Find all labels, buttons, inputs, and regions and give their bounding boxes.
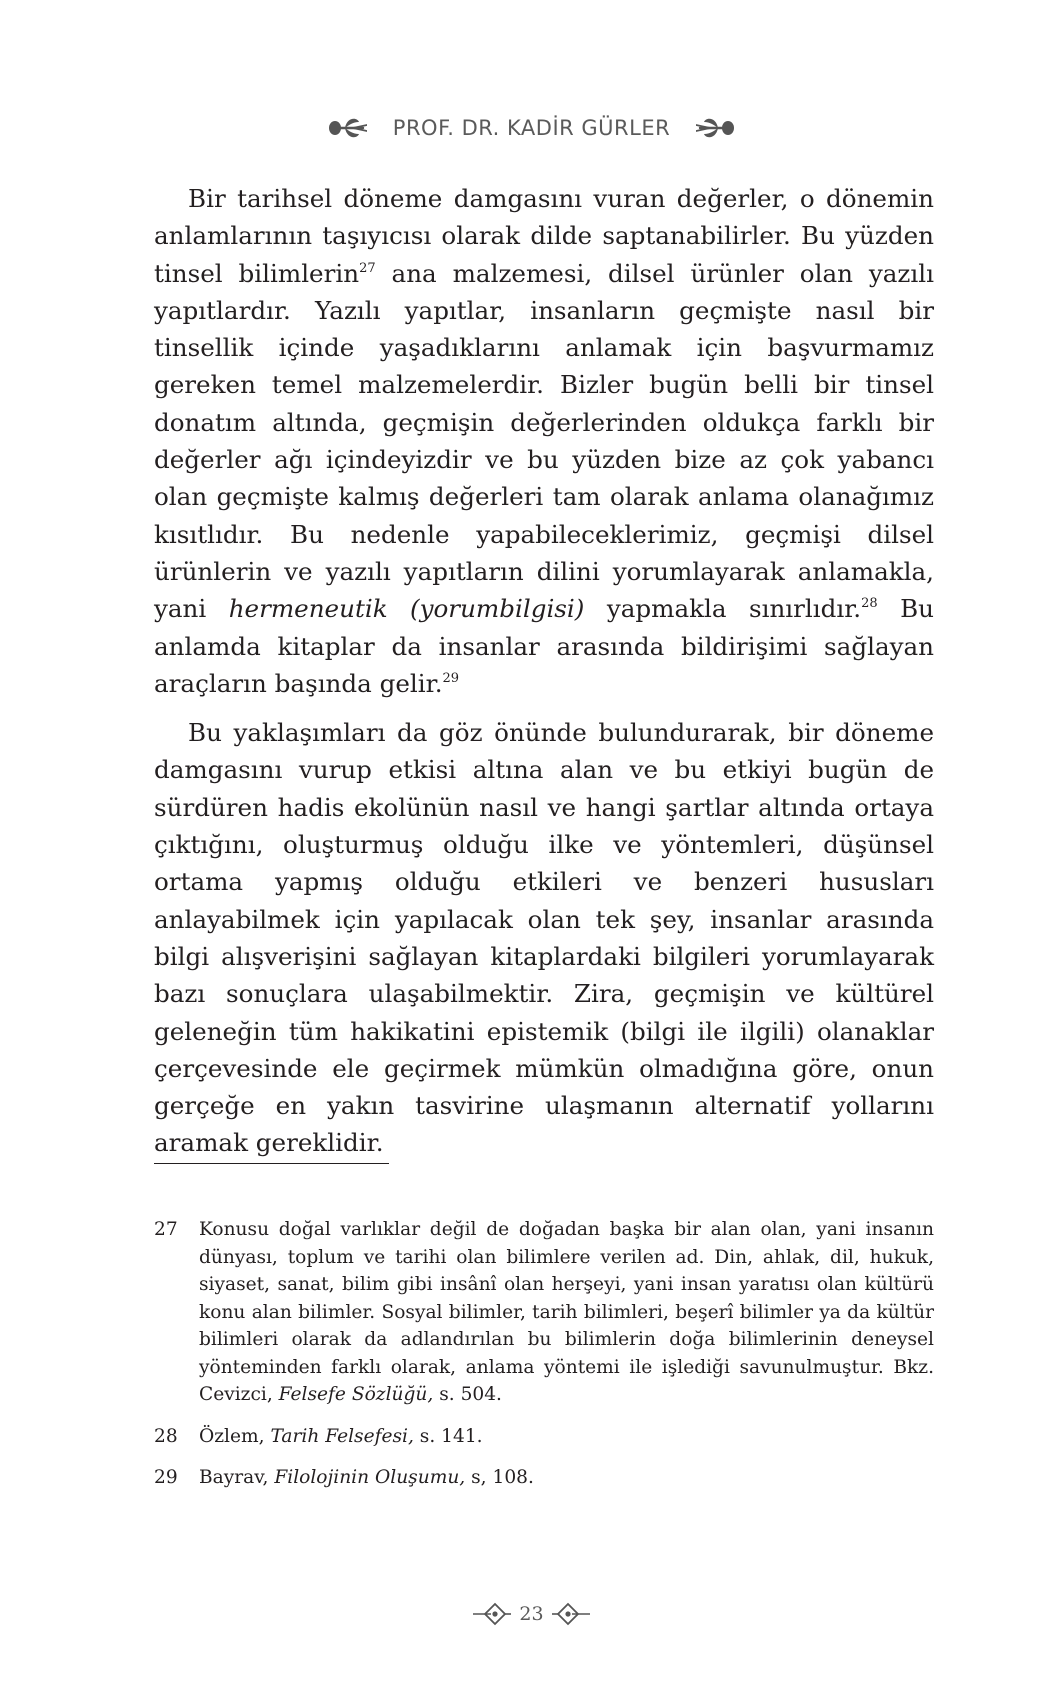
footnotes bbox=[154, 1216, 934, 1506]
footnote-separator bbox=[154, 1163, 389, 1164]
leaf-ornament-right-icon bbox=[696, 113, 736, 143]
paragraph-1-part-2: ana malzemesi, dilsel ürünler olan yazılı yapıtlardır. Yazılı yapıtlar, insanların geçmişte nasıl bir tinsellik içinde yaşadıklarını anlamak için başvurmamız gereken temel malzemelerdir. Bizler bugün belli bir tinsel donatım altında, geçmişin değerlerinden oldukça farklı bir değerler ağı içindeyizdir ve bu yüzden bize az çok yabancı olan geçmişte kalmış değerleri tam olarak anlama olanağımız kısıtlıdır. Bu nedenle yapabileceklerimiz, geçmişi dilsel ürünlerin ve yazılı yapıtların dilini yorumlayarak anlamakla, yani bbox=[154, 258, 934, 624]
paragraph-2: Bu yaklaşımları da göz önünde bulundurarak, bir döneme damgasını vurup etkisi altına alan ve bu etkiyi bugün de sürdüren hadis ekolünün nasıl ve hangi şartlar altında ortaya çıktığını, oluşturmuş olduğu ilke ve yöntemleri, düşünsel ortama yapmış olduğu etkileri ve benzeri hususları anlayabilmek için yapılacak olan tek şey, insanlar arasında bilgi alışverişini sağlayan kitaplardaki bilgileri yorumlayarak bazı sonuçlara ulaşabilmektir. Zira, geçmişin ve kültürel geleneğin tüm hakikatini epistemik (bilgi ile ilgili) olanaklar çerçevesinde ele geçirmek mümkün olmadığına göre, onun gerçeğe en yakın tasvirine ulaşmanın alternatif yollarını aramak gereklidir. bbox=[154, 718, 934, 1158]
running-header bbox=[0, 108, 1063, 148]
footnote-page: s, 108. bbox=[465, 1467, 534, 1488]
footnote-book-title: Filolojinin Oluşumu, bbox=[274, 1467, 466, 1488]
page-footer bbox=[0, 1600, 1063, 1628]
diamond-ornament-icon bbox=[471, 1600, 511, 1628]
footnote-text bbox=[199, 1216, 934, 1409]
footnote-number: 29 bbox=[154, 1467, 178, 1488]
footnote-29 bbox=[154, 1464, 934, 1492]
footnote-book-title: Felsefe Sözlüğü, bbox=[278, 1384, 434, 1405]
footnote-ref-29: 29 bbox=[442, 670, 460, 686]
paragraph-1-part-3: yapmakla sınırlıdır. bbox=[584, 594, 862, 624]
footnote-ref-28: 28 bbox=[861, 596, 878, 612]
footnote-page: s. 504. bbox=[433, 1384, 502, 1405]
footnote-body: Bayrav, bbox=[199, 1467, 275, 1488]
footnote-28 bbox=[154, 1423, 934, 1451]
footnote-27 bbox=[154, 1216, 934, 1409]
footnote-body: Konusu doğal varlıklar değil de doğadan başka bir alan olan, yani insanın dünyası, toplum ve tarihi olan bilimlere verilen ad. Din, ahlak, dil, hukuk, siyaset, sanat, bilim gibi insânî olan herşeyi, yani insan yaratısı olan kültürü konu alan bilimler. Sosyal bilimler, tarih bilimleri, beşerî bilimler ya da kültür bilimleri olarak da adlandırılan bu bilimlerin doğa bilimlerinin deneysel yönteminden farklı olarak, anlama yöntemi ile işlediği savunulmuştur. Bkz. Cevizci, bbox=[199, 1219, 934, 1405]
diamond-ornament-icon bbox=[552, 1600, 592, 1628]
footnote-text bbox=[199, 1423, 934, 1451]
paragraph-1-part-4: Bu anlamda kitaplar da insanlar arasında bildirişimi sağlayan araçların başında gelir. bbox=[154, 594, 935, 698]
term-hermeneutik: hermeneutik (yorumbilgisi) bbox=[228, 594, 585, 624]
running-head-title: PROF. DR. KADİR GÜRLER bbox=[392, 116, 671, 140]
paragraph-1-part-1: Bir tarihsel döneme damgasını vuran değerler, o dönemin anlamlarının taşıyıcısı olarak dilde saptanabilirler. Bu yüzden tinsel bilimlerin bbox=[154, 184, 934, 288]
footnote-ref-27: 27 bbox=[359, 260, 376, 276]
footnote-number: 27 bbox=[154, 1219, 178, 1240]
footnote-text bbox=[199, 1464, 934, 1492]
footnote-number: 28 bbox=[154, 1425, 178, 1447]
footnote-book-title: Tarih Felsefesi, bbox=[270, 1425, 414, 1447]
footnote-page: s. 141. bbox=[413, 1425, 483, 1447]
paragraph-1 bbox=[154, 180, 934, 702]
main-text bbox=[154, 180, 934, 1162]
page-number: 23 bbox=[519, 1603, 544, 1625]
footnote-body: Özlem, bbox=[199, 1425, 271, 1447]
leaf-ornament-left-icon bbox=[327, 113, 367, 143]
